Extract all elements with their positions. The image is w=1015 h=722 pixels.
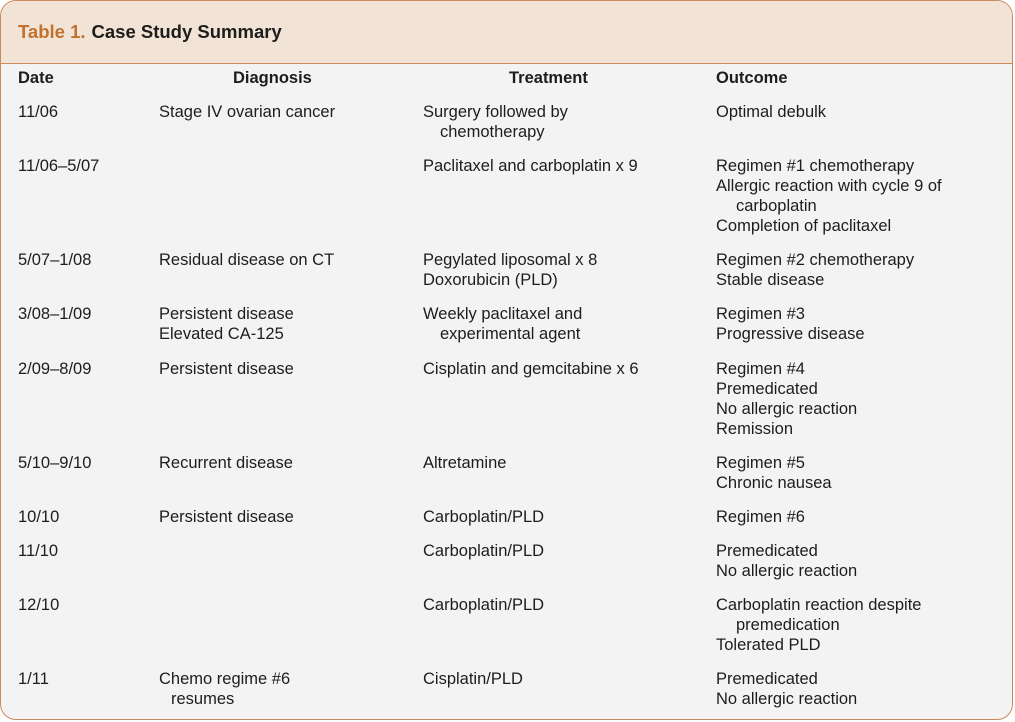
cell-treatment: Carboplatin/PLD [423, 542, 545, 560]
cell-outcome: Regimen #1 chemotherapy Allergic reaction with cycle 9 of carboplatin Completion of paclitaxel [716, 157, 942, 235]
cell-outcome: Premedicated No allergic reaction [716, 670, 858, 708]
table-label: Table 1. [18, 21, 86, 42]
cell-treatment: Cisplatin and gemcitabine x 6 [423, 360, 639, 378]
cell-date: 2/09–8/09 [18, 360, 92, 378]
cell-outcome: Regimen #3 Progressive disease [716, 305, 865, 343]
cell-date: 11/06 [18, 103, 59, 121]
cell-treatment: Carboplatin/PLD [423, 508, 545, 526]
cell-diagnosis: Recurrent disease [159, 454, 293, 472]
table-title-bar [1, 1, 1012, 64]
header-diagnosis: Diagnosis [233, 69, 312, 87]
cell-outcome: Carboplatin reaction despite premedication Tolerated PLD [716, 596, 922, 654]
cell-diagnosis: Persistent disease Elevated CA-125 [159, 305, 294, 343]
cell-date: 5/10–9/10 [18, 454, 92, 472]
cell-treatment: Altretamine [423, 454, 507, 472]
cell-outcome: Regimen #2 chemotherapy Stable disease [716, 251, 915, 289]
cell-diagnosis: Persistent disease [159, 508, 294, 526]
cell-outcome: Optimal debulk [716, 103, 827, 121]
cell-outcome: Regimen #5 Chronic nausea [716, 454, 832, 492]
cell-treatment: Surgery followed by chemotherapy [423, 103, 568, 141]
header-date: Date [18, 69, 54, 87]
cell-date: 3/08–1/09 [18, 305, 92, 323]
cell-date: 10/10 [18, 508, 60, 526]
cell-date: 12/10 [18, 596, 60, 614]
cell-diagnosis: Persistent disease [159, 360, 294, 378]
header-outcome: Outcome [716, 69, 788, 87]
table-header-row [1, 69, 1012, 89]
cell-date: 1/11 [18, 670, 49, 688]
cell-diagnosis: Stage IV ovarian cancer [159, 103, 336, 121]
cell-treatment: Paclitaxel and carboplatin x 9 [423, 157, 638, 175]
cell-outcome: Regimen #4 Premedicated No allergic reaction Remission [716, 360, 858, 438]
table-title: Case Study Summary [91, 21, 282, 42]
cell-treatment: Carboplatin/PLD [423, 596, 545, 614]
cell-treatment: Pegylated liposomal x 8 Doxorubicin (PLD) [423, 251, 598, 289]
cell-diagnosis: Chemo regime #6 resumes [159, 670, 291, 708]
cell-date: 11/10 [18, 542, 59, 560]
header-treatment: Treatment [509, 69, 588, 87]
cell-date: 11/06–5/07 [18, 157, 100, 175]
cell-date: 5/07–1/08 [18, 251, 92, 269]
cell-treatment: Weekly paclitaxel and experimental agent [423, 305, 583, 343]
cell-outcome: Premedicated No allergic reaction [716, 542, 858, 580]
cell-diagnosis: Residual disease on CT [159, 251, 335, 269]
cell-treatment: Cisplatin/PLD [423, 670, 523, 688]
cell-outcome: Regimen #6 [716, 508, 805, 526]
